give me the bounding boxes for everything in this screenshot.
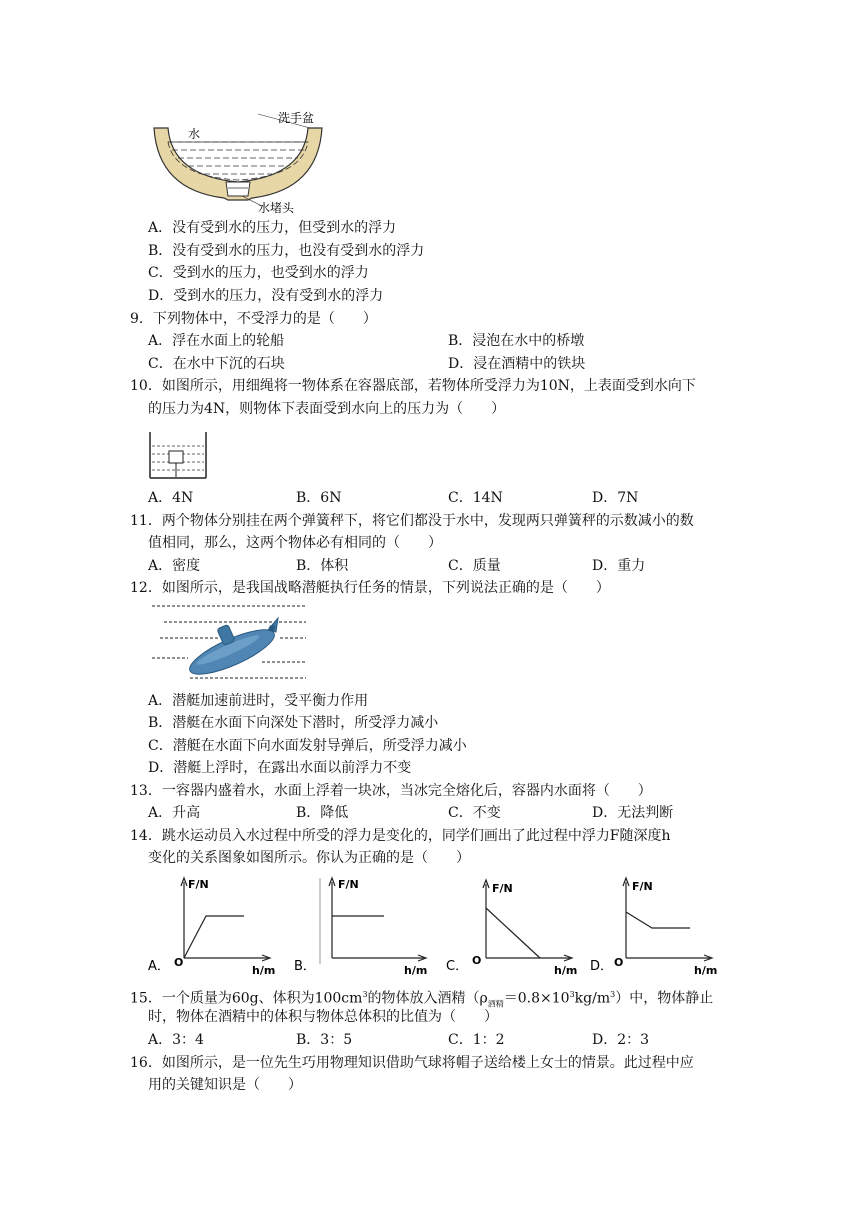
q15-stem-line2: 时，物体在酒精中的体积与物体总体积的比值为（ ） (148, 1009, 498, 1025)
graph-d-ylabel: F/N (632, 880, 653, 893)
q10-option-d: D．7N (592, 490, 639, 506)
graph-b-xlabel: h/m (404, 964, 428, 977)
q15-unit-sup2: 3 (610, 990, 616, 999)
q13-option-b: B．降低 (296, 805, 349, 821)
q15-unit-sup: 3 (362, 990, 368, 999)
q15-option-d: D．2：3 (592, 1032, 650, 1048)
q11-option-c: C．质量 (448, 558, 501, 574)
q12-option-c: C．潜艇在水面下向水面发射导弹后，所受浮力减小 (148, 738, 467, 754)
graph-a (148, 874, 276, 978)
graph-a-xlabel: h/m (252, 964, 276, 977)
q8-option-a: A．没有受到水的压力，但受到水的浮力 (148, 220, 397, 236)
q14-stem-line1: 14．跳水运动员入水过程中所受的浮力是变化的，同学们画出了此过程中浮力F随深度h (130, 828, 671, 844)
q13-stem: 13．一容器内盛着水，水面上浮着一块冰，当冰完全熔化后，容器内水面将（ ） (130, 783, 652, 799)
graph-b-ylabel: F/N (338, 878, 359, 891)
q11-stem-line1: 11．两个物体分别挂在两个弹簧秤下，将它们都没于水中，发现两只弹簧秤的示数减小的数 (130, 513, 694, 529)
q10-option-a: A．4N (148, 490, 194, 506)
q12-option-d: D．潜艇上浮时，在露出水面以前浮力不变 (148, 760, 412, 776)
q16-stem-line2: 用的关键知识是（ ） (148, 1077, 302, 1093)
q9-option-b: B．浸泡在水中的桥墩 (448, 333, 585, 349)
q15-stem-part-e: ）中，物体静止 (615, 990, 714, 1007)
q15-option-a: A．3：4 (148, 1032, 204, 1048)
q8-option-c: C．受到水的压力，也受到水的浮力 (148, 265, 369, 281)
q10-stem-line1: 10．如图所示，用细绳将一物体系在容器底部，若物体所受浮力为10N，上表面受到水向下 (130, 378, 696, 394)
q10-stem-line2: 的压力为4N，则物体下表面受到水向上的压力为（ ） (148, 401, 506, 417)
graph-d-letter: D． (590, 959, 614, 974)
graph-c (446, 874, 578, 978)
q8-option-b: B．没有受到水的压力，也没有受到水的浮力 (148, 243, 425, 259)
graph-b-letter: B． (294, 959, 316, 974)
container-figure (148, 430, 208, 482)
q9-option-c: C．在水中下沉的石块 (148, 356, 285, 372)
q9-option-a: A．浮在水面上的轮船 (148, 333, 285, 349)
graph-c-letter: C． (446, 959, 469, 974)
q13-option-a: A．升高 (148, 805, 201, 821)
submarine-figure (150, 602, 310, 688)
graph-d-xlabel: h/m (694, 964, 718, 977)
q15-stem-part-c: ＝0.8×10 (503, 990, 570, 1007)
graph-c-xlabel: h/m (554, 964, 578, 977)
q9-stem: 9．下列物体中，不受浮力的是（ ） (130, 311, 377, 327)
graph-d (590, 874, 720, 978)
q12-option-b: B．潜艇在水面下向深处下潜时，所受浮力减小 (148, 715, 439, 731)
plug-label: 水堵头 (258, 201, 295, 215)
q14-stem-line2: 变化的关系图象如图所示。你认为正确的是（ ） (148, 850, 470, 866)
q13-option-d: D．无法判断 (592, 805, 674, 821)
q15-option-b: B．3：5 (296, 1032, 353, 1048)
graph-b (294, 874, 434, 978)
q13-option-c: C．不变 (448, 805, 501, 821)
q15-stem-part-b: 的物体放入酒精（ρ (367, 990, 488, 1007)
q16-stem-line1: 16．如图所示，是一位先生巧用物理知识借助气球将帽子送给楼上女士的情景。此过程中应 (130, 1055, 694, 1071)
graph-a-origin: O (174, 956, 184, 969)
q15-exp-sup: 3 (569, 990, 575, 999)
q15-stem-part-a: 15．一个质量为60g、体积为100cm (130, 990, 363, 1007)
q11-stem-line2: 值相同，那么，这两个物体必有相同的（ ） (148, 535, 442, 551)
graph-a-letter: A． (148, 959, 170, 974)
q11-option-a: A．密度 (148, 558, 201, 574)
q12-stem: 12．如图所示，是我国战略潜艇执行任务的情景，下列说法正确的是（ ） (130, 580, 610, 596)
q15-stem-part-d: kg/m (574, 990, 611, 1007)
q12-option-a: A．潜艇加速前进时，受平衡力作用 (148, 693, 369, 709)
q15-option-c: C．1：2 (448, 1032, 505, 1048)
graph-d-origin: O (614, 956, 624, 969)
q9-option-d: D．浸在酒精中的铁块 (448, 356, 586, 372)
graph-a-ylabel: F/N (188, 878, 209, 891)
q15-density-sub: 酒精 (487, 999, 504, 1009)
q10-option-c: C．14N (448, 490, 503, 506)
graph-c-ylabel: F/N (492, 882, 513, 895)
q10-option-b: B．6N (296, 490, 342, 506)
q11-option-b: B．体积 (296, 558, 349, 574)
graph-c-origin: O (472, 954, 482, 967)
q8-option-d: D．受到水的压力，没有受到水的浮力 (148, 288, 384, 304)
wash-basin-figure (148, 108, 328, 216)
water-label: 水 (188, 127, 201, 141)
q11-option-d: D．重力 (592, 558, 646, 574)
basin-label: 洗手盆 (278, 111, 315, 125)
